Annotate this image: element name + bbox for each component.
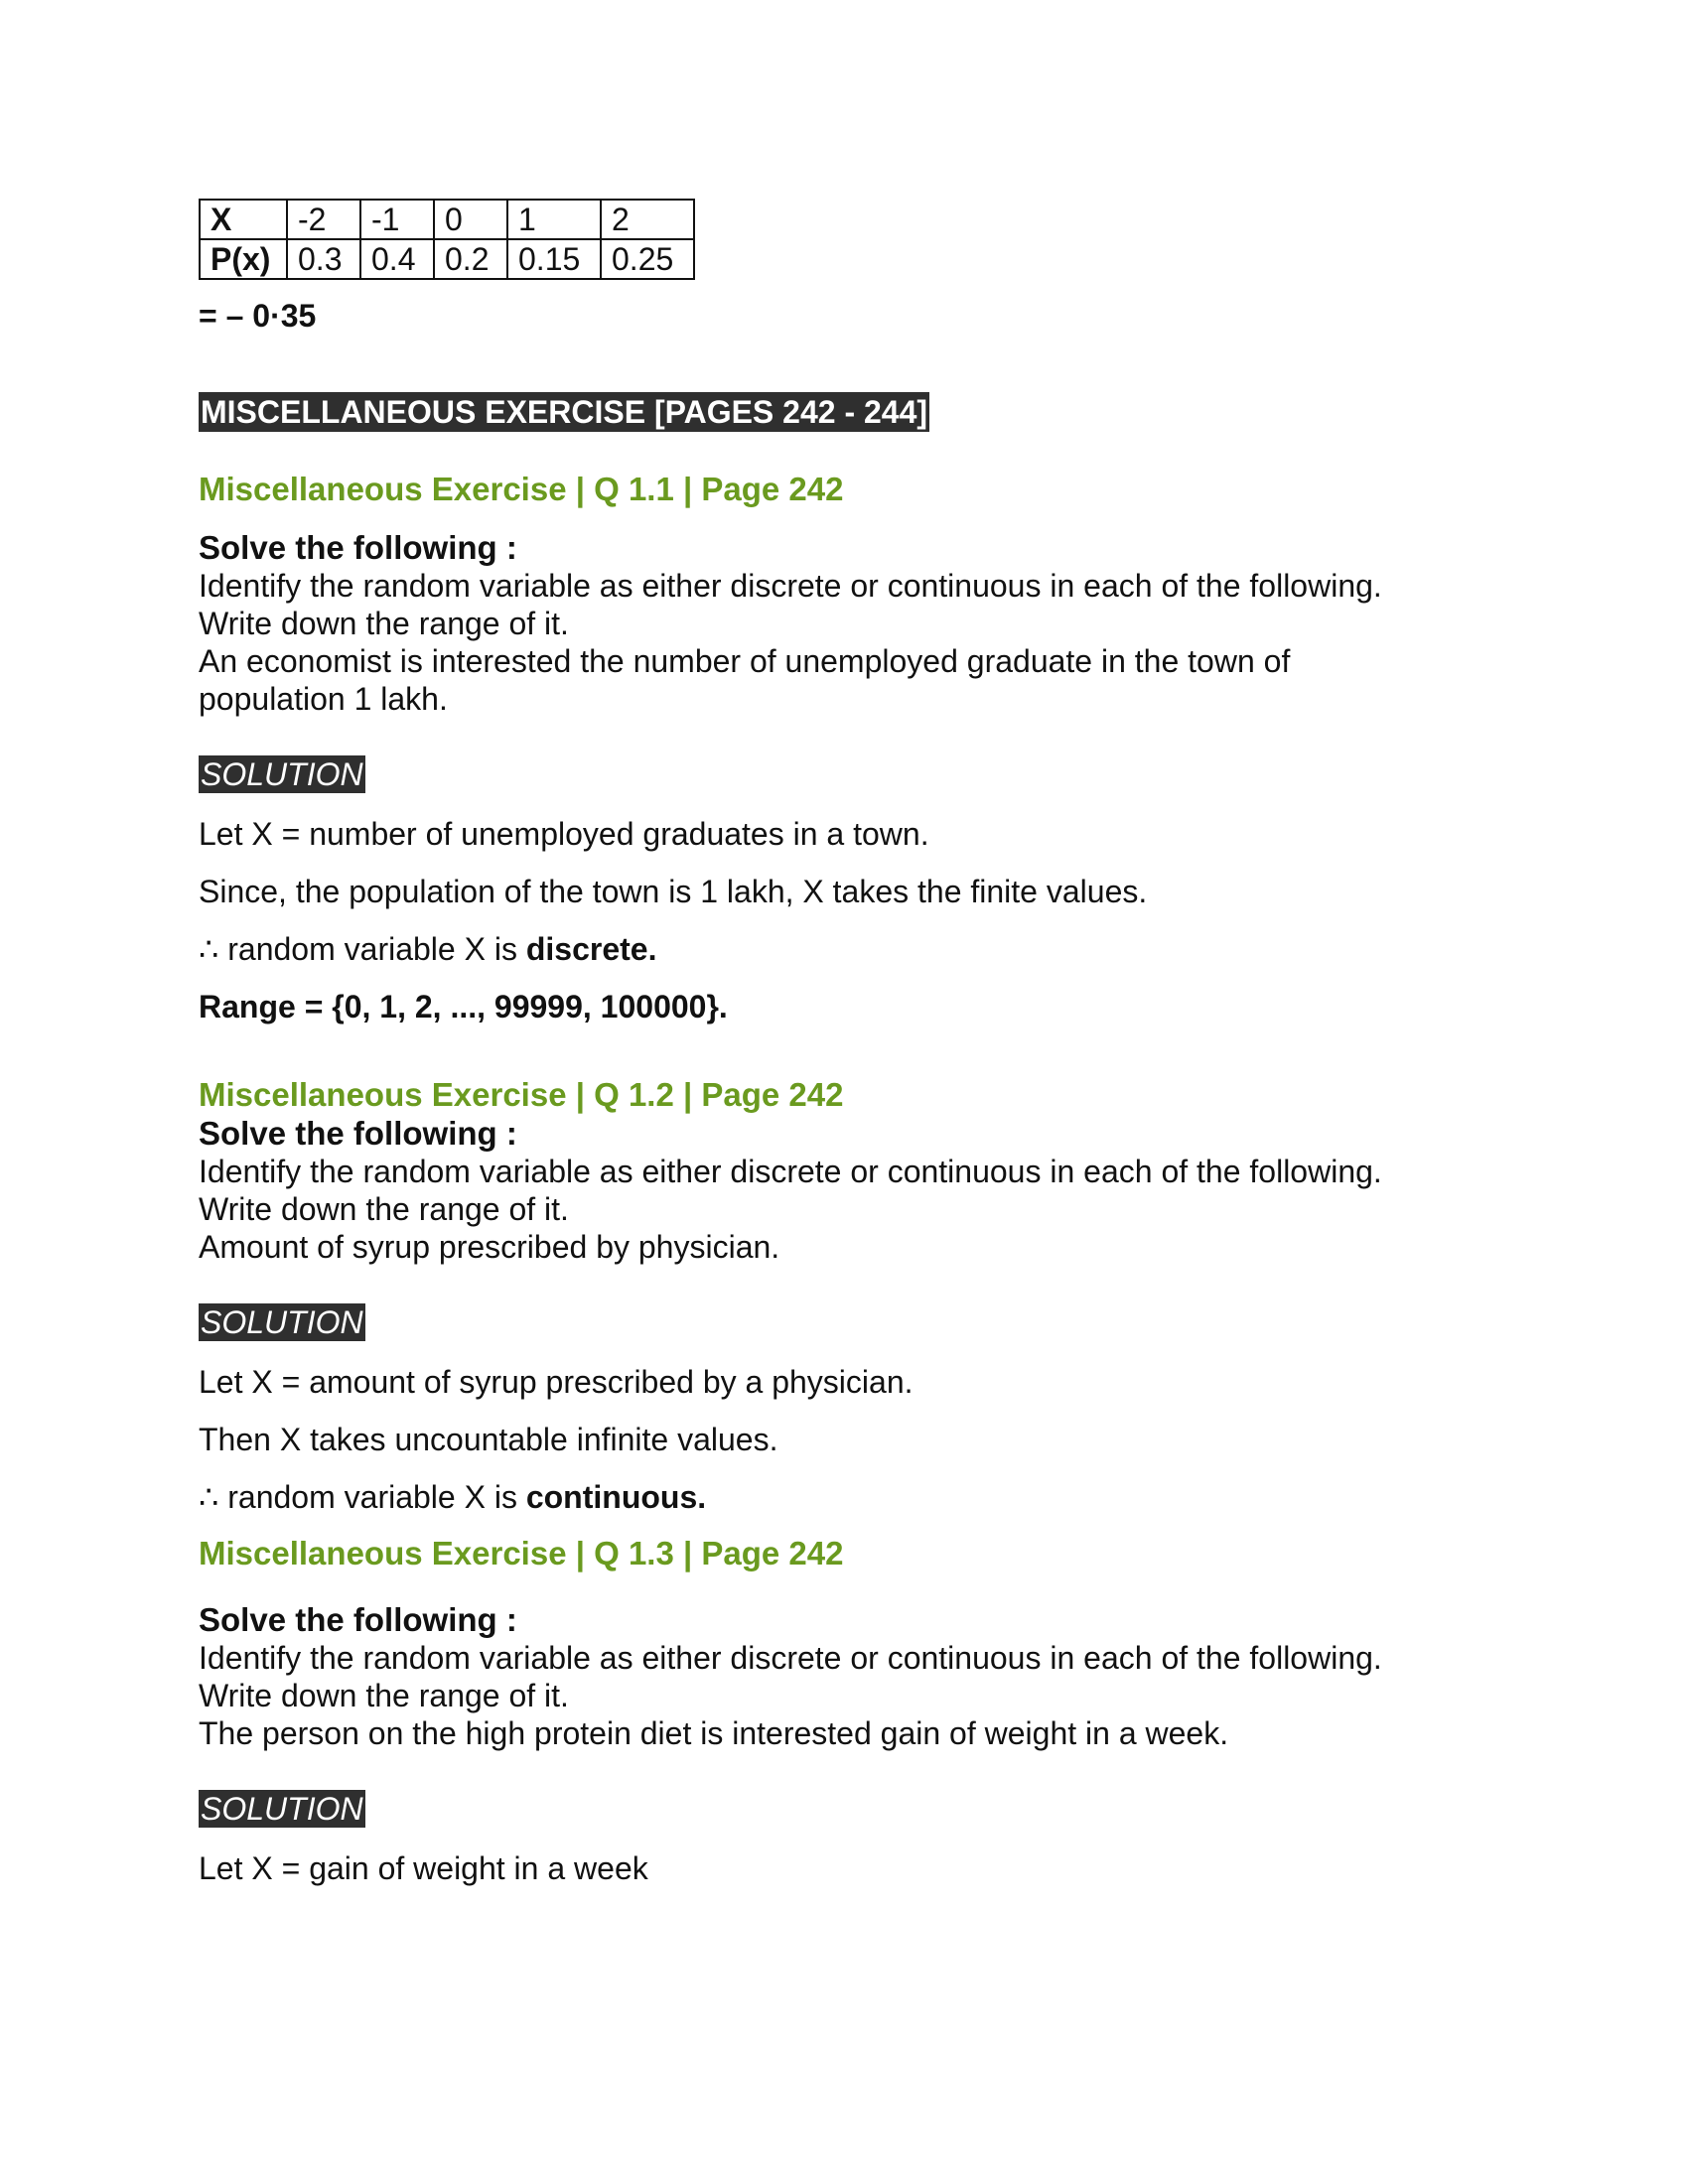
solution-line [199, 930, 1489, 968]
question-text: Amount of syrup prescribed by physician. [199, 1229, 780, 1265]
solution-line: Then X takes uncountable infinite values. [199, 1422, 778, 1457]
question-block-1-3 [199, 1534, 1489, 1887]
table-row [200, 239, 694, 279]
table-cell: 0.3 [287, 239, 360, 279]
solution-label: SOLUTION [201, 1304, 363, 1340]
solution-conclusion: discrete. [525, 931, 657, 967]
solution-line: Since, the population of the town is 1 lakh, X takes the finite values. [199, 874, 1148, 909]
table-cell: 2 [601, 200, 694, 239]
question-block-1-1 [199, 470, 1489, 1025]
question-text: Identify the random variable as either discrete or continuous in each of the following. [199, 1640, 1382, 1676]
table-cell: X [200, 200, 287, 239]
question-heading[interactable]: Miscellaneous Exercise | Q 1.2 | Page 242 [199, 1076, 844, 1113]
question-block-1-2 [199, 1075, 1489, 1516]
table-cell: P(x) [200, 239, 287, 279]
solve-label: Solve the following : [199, 1115, 517, 1152]
table-cell: 0 [434, 200, 507, 239]
question-text: An economist is interested the number of unemployed graduate in the town of [199, 643, 1291, 679]
solution-line: Let X = gain of weight in a week [199, 1850, 648, 1886]
question-text: Write down the range of it. [199, 606, 569, 641]
solution-label: SOLUTION [201, 756, 363, 792]
solution-label: SOLUTION [201, 1791, 363, 1827]
solution-text: ∴ random variable X is [199, 1479, 526, 1515]
solution-line [199, 988, 1489, 1025]
result-line: = – 0·35 [199, 298, 317, 334]
question-text: Identify the random variable as either discrete or continuous in each of the following. [199, 568, 1382, 604]
table-cell: 0.4 [360, 239, 434, 279]
question-heading[interactable]: Miscellaneous Exercise | Q 1.3 | Page 242 [199, 1535, 844, 1571]
table-cell: 0.25 [601, 239, 694, 279]
table-cell: 0.2 [434, 239, 507, 279]
range-statement: Range = {0, 1, 2, ..., 99999, 100000}. [199, 989, 728, 1024]
question-text: The person on the high protein diet is interested gain of weight in a week. [199, 1715, 1229, 1751]
table-cell: -2 [287, 200, 360, 239]
solution-conclusion: continuous. [525, 1479, 707, 1515]
table-cell: -1 [360, 200, 434, 239]
solve-label: Solve the following : [199, 1601, 517, 1638]
question-heading[interactable]: Miscellaneous Exercise | Q 1.1 | Page 242 [199, 471, 844, 507]
section-banner: MISCELLANEOUS EXERCISE [PAGES 242 - 244] [201, 394, 928, 430]
table-cell: 1 [507, 200, 601, 239]
solution-line [199, 1478, 1489, 1516]
probability-table [199, 199, 695, 280]
question-text: Write down the range of it. [199, 1678, 569, 1713]
solution-line: Let X = amount of syrup prescribed by a physician. [199, 1364, 914, 1400]
solution-line: Let X = number of unemployed graduates in a town. [199, 816, 929, 852]
table-row [200, 200, 694, 239]
table-cell: 0.15 [507, 239, 601, 279]
solve-label: Solve the following : [199, 529, 517, 566]
question-text: Identify the random variable as either discrete or continuous in each of the following. [199, 1154, 1382, 1189]
question-text: Write down the range of it. [199, 1191, 569, 1227]
document-page [199, 199, 1489, 1887]
question-text: population 1 lakh. [199, 681, 448, 717]
solution-text: ∴ random variable X is [199, 931, 526, 967]
